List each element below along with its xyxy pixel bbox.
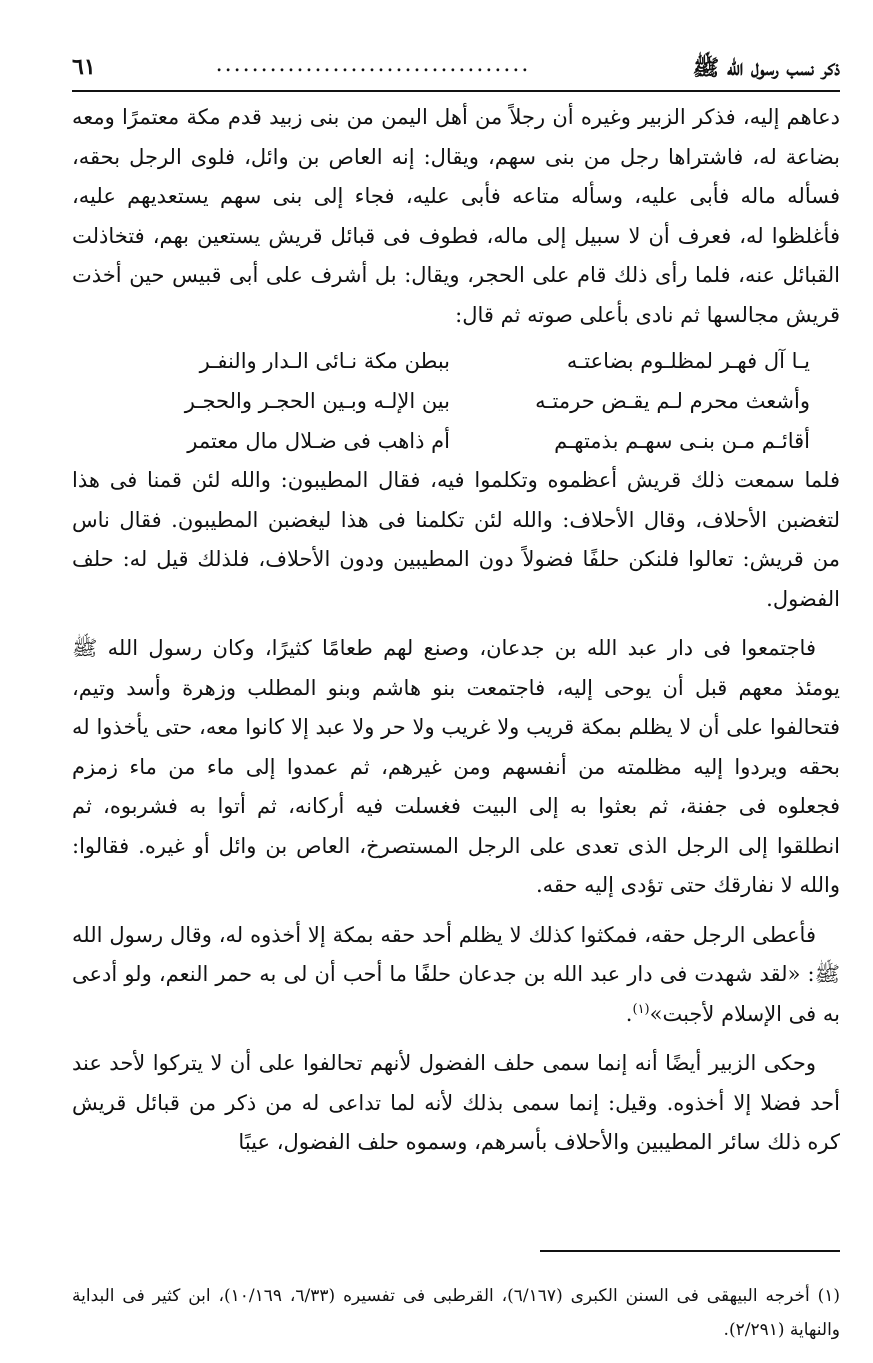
footnote: (١) أخرجه البيهقى فى السنن الكبرى (٦/١٦٧)، القرطبى فى تفسيره (٦/٣٣، ١٠/١٦٩)، ابن كثير فى البداية والنهاية (٢/٢٩١). xyxy=(72,1286,841,1340)
footnote-separator xyxy=(540,1250,840,1252)
paragraph: فأعطى الرجل حقه، فمكثوا كذلك لا يظلم أحد حقه بمكة إلا أخذوه له، وقال رسول الله ﷺ: «لقد شهدت فى دار عبد الله بن جدعان حلفًا ما أحب أن لى به حمر النعم، ولو أدعى به فى الإسلام لأجبت»$^{(١)}$. xyxy=(72,922,840,1026)
verse-second-hemistich: أم ذاهب فى ضـلال مال معتمر xyxy=(187,429,450,453)
footnote-reference[interactable]: (١) xyxy=(632,1001,650,1017)
verse-first-hemistich: وأشعث محرم لـم يقـض حرمتـه xyxy=(535,389,810,413)
paragraph: دعاهم إليه، فذكر الزبير وغيره أن رجلاً من أهل اليمن من بنى زبيد قدم مكة معتمرًا ومعه بضاعة له، فاشتراها رجل من بنى سهم، ويقال: إنه العاص بن وائل، فلوى الرجل بحقه، فسأله ماله فأبى عليه، وسأله متاعه فأبى عليه، فجاء إلى بنى سهم يستعديهم عليه، فأغلظوا له، فعرف أن لا سبيل إلى ماله، فطوف فى قبائل قريش يستعين بهم، فتخاذلت القبائل عنه، فلما رأى ذلك قام على الحجر، ويقال: بل أشرف على أبى قبيس حين أخذت قريش مجالسها ثم نادى بأعلى صوته ثم قال: xyxy=(72,105,840,327)
verse-first-hemistich: يـا آل فهـر لمظلـوم بضاعتـه xyxy=(566,349,810,373)
poem-verse xyxy=(130,381,810,421)
verse-second-hemistich: ببطن مكة نـائى الـدار والنفـر xyxy=(199,349,450,373)
book-page xyxy=(72,48,840,1348)
verse-second-hemistich: بين الإلـه وبـين الحجـر والحجـر xyxy=(184,389,450,413)
header-leader-dots: ................................... xyxy=(215,52,531,77)
poem xyxy=(72,341,840,461)
verse-first-hemistich: أقائـم مـن بنـى سهـم بذمتهـم xyxy=(554,429,810,453)
page-number: ٦١ xyxy=(72,54,96,80)
paragraph-text: فأعطى الرجل حقه، فمكثوا كذلك لا يظلم أحد حقه بمكة إلا أخذوه له، وقال رسول الله ﷺ: «لقد شهدت فى دار عبد الله بن جدعان حلفًا ما أحب أن لى به حمر النعم، ولو أدعى به فى الإسلام لأجبت» xyxy=(72,922,840,1026)
header-title: ذكر نسب رسول الله ﷺ xyxy=(692,55,840,81)
paragraph: فلما سمعت ذلك قريش أعظموه وتكلموا فيه، فقال المطيبون: والله لئن قمنا فى هذا لتغضبن الأحلاف، وقال الأحلاف: والله لئن تكلمنا فى هذا ليغضبن المطيبون. فقال ناس من قريش: تعالوا فلنكن حلفًا فضولاً دون المطيبين ودون الأحلاف، فلذلك قيل له: حلف الفضول. xyxy=(72,468,840,611)
paragraph: فاجتمعوا فى دار عبد الله بن جدعان، وصنع لهم طعامًا كثيرًا، وكان رسول الله ﷺ يومئذ معهم قبل أن يوحى إليه، فاجتمعت بنو هاشم وبنو المطلب وزهرة وأسد وتيم، فتحالفوا على أن لا يظلم بمكة قريب ولا غريب ولا حر ولا عبد إلا كانوا معه، حتى يأخذوا له بحقه ويردوا إليه مظلمته من أنفسهم ومن غيرهم، ثم عمدوا إلى ماء من ماء زمزم فجعلوه فى جفنة، ثم بعثوا به إلى البيت فغسلت فيه أركانه، ثم أتوا به فشربوه، ثم انطلقوا إلى الرجل الذى تعدى على الرجل المستصرخ، العاص بن وائل أو غيره. فقالوا: والله لا نفارقك حتى تؤدى إليه حقه. xyxy=(72,636,840,897)
paragraph: وحكى الزبير أيضًا أنه إنما سمى حلف الفضول لأنهم تحالفوا على أن لا يتركوا لأحد عند أحد فضلا إلا أخذوه. وقيل: إنما سمى بذلك لأنه لما تداعى له من ذكر من قبائل قريش كره ذلك سائر المطيبين والأحلاف بأسرهم، وسموه حلف الفضول، عيبًا xyxy=(72,1051,840,1154)
poem-verse xyxy=(130,421,810,461)
running-header xyxy=(72,48,840,92)
poem-verse xyxy=(130,341,810,381)
